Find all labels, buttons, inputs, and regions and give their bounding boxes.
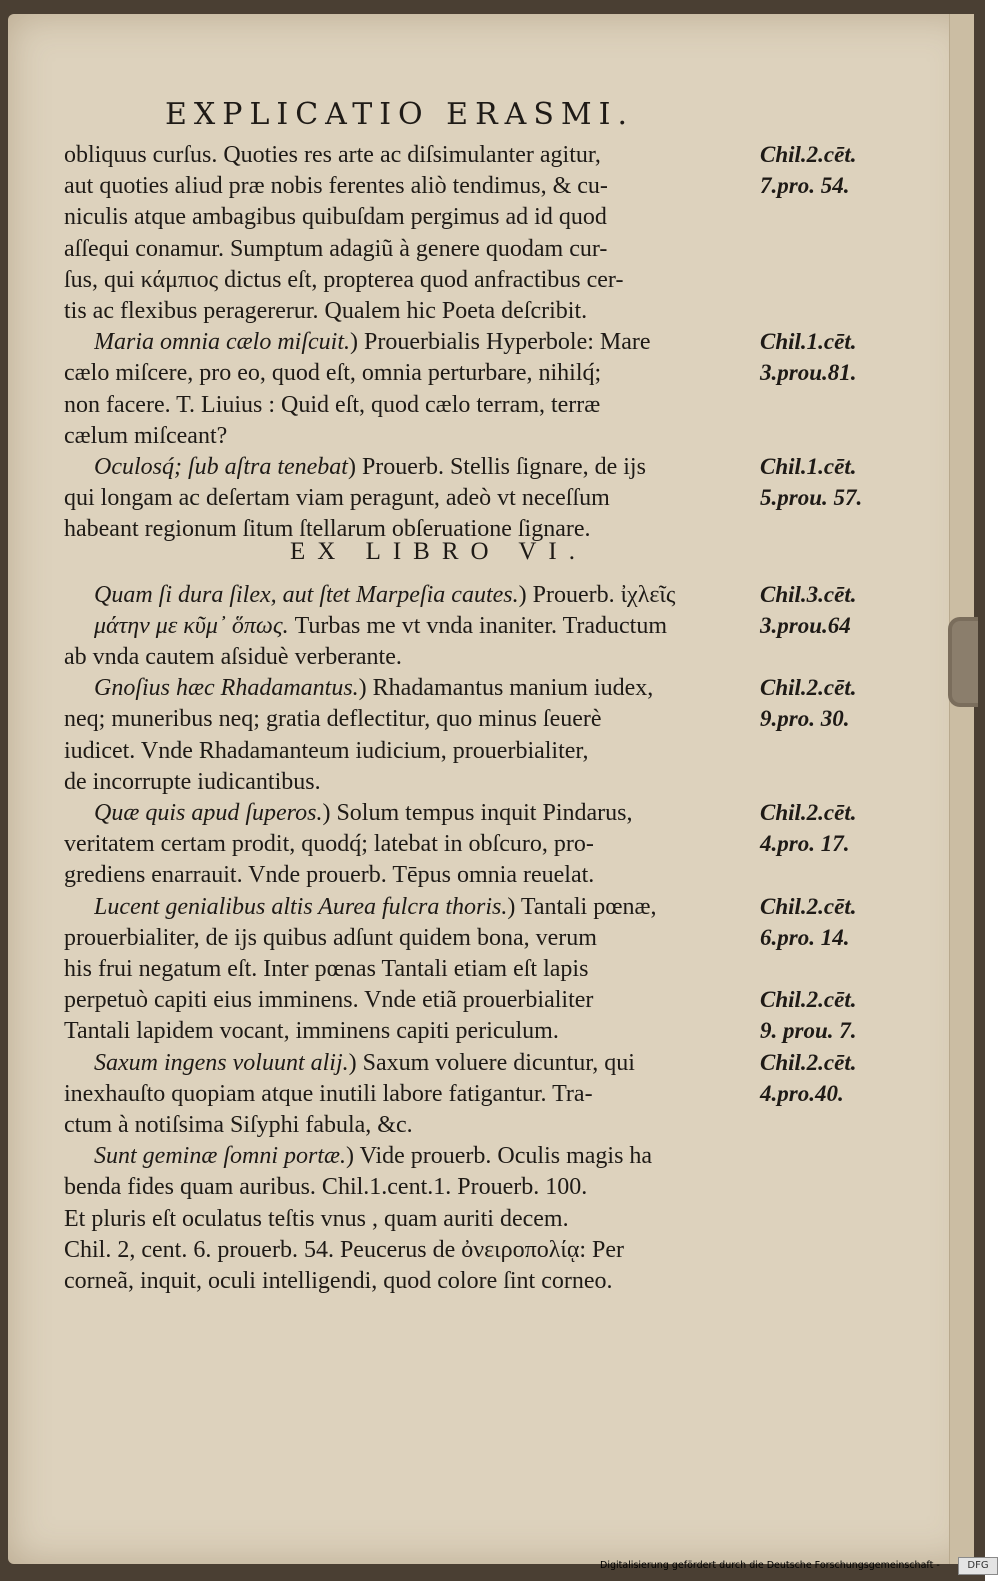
line-body: de incorrupte iudicantibus. <box>64 768 321 795</box>
text-line <box>0 1264 965 1298</box>
line-text <box>64 827 754 861</box>
line-body: prouerbialiter, de ijs quibus adſunt quidem bona, verum <box>64 924 597 951</box>
line-body: Chil. 2, cent. 6. prouerb. 54. Peucerus de ὀνειροπολίᾳ: Per <box>64 1236 625 1263</box>
line-body: ) Vide prouerb. Oculis magis ha <box>346 1143 653 1170</box>
marginal-reference: Chil.2.cēt. <box>760 893 857 919</box>
text-line <box>0 1077 965 1111</box>
line-body: ) Prouerb. ἰχλεῖς <box>518 581 676 608</box>
line-text <box>64 1014 754 1048</box>
line-text <box>64 232 754 266</box>
marginal-reference: Chil.2.cēt. <box>760 1049 857 1075</box>
line-text <box>64 169 754 203</box>
text-line <box>0 890 965 924</box>
line-body: ) Saxum voluere dicuntur, qui <box>348 1049 635 1076</box>
lemma: Oculosq́; ſub aſtra tenebat <box>94 454 348 480</box>
line-body: cælo miſcere, pro eo, quod eſt, omnia perturbare, nihilq́; <box>64 360 602 387</box>
line-text <box>64 263 754 297</box>
line-text <box>64 858 754 892</box>
line-text <box>64 765 754 799</box>
lemma: Sunt geminæ ſomni portæ. <box>94 1143 347 1170</box>
text-line <box>0 263 965 297</box>
line-text <box>64 1108 754 1142</box>
line-text <box>64 294 754 328</box>
line-text <box>64 983 754 1017</box>
marginal-reference: Chil.2.cēt. <box>760 800 857 825</box>
text-line <box>0 921 965 955</box>
marginal-reference: 9.pro. 30. <box>760 706 850 732</box>
text-line <box>0 200 965 234</box>
marginal-reference: 4.pro.40. <box>760 1080 844 1106</box>
line-text <box>64 921 754 955</box>
line-body: aſſequi conamur. Sumptum adagiũ à genere quodam cur- <box>64 235 608 262</box>
line-text <box>64 1233 754 1267</box>
marginal-reference: Chil.2.cēt. <box>760 142 857 167</box>
lemma: Lucent genialibus altis Aurea fulcra thoris. <box>94 893 508 920</box>
line-text <box>64 702 754 736</box>
line-body: habeant regionum ſitum ſtellarum obſeruatione ſignare. <box>64 516 591 543</box>
line-text <box>64 1264 754 1298</box>
text-line <box>0 671 965 705</box>
lemma: Gnoſius hæc Rhadamantus. <box>94 675 359 702</box>
line-text <box>64 734 754 768</box>
line-text <box>64 138 754 172</box>
line-body: non facere. T. Liuius : Quid eſt, quod cælo terram, terræ <box>64 391 601 418</box>
section-heading: EX LIBRO VI. <box>290 538 588 565</box>
lemma: Quam ſi dura ſilex, aut ſtet Marpeſia cautes. <box>94 581 519 608</box>
line-body: ) Prouerbialis Hyperbole: Mare <box>349 329 651 356</box>
text-line <box>0 325 965 359</box>
dfg-logo: DFG <box>958 1557 998 1575</box>
marginal-reference: 5.prou. 57. <box>760 485 863 511</box>
marginal-reference: 3.prou.81. <box>760 360 857 386</box>
line-body: tis ac flexibus peragererur. Qualem hic Poeta deſcribit. <box>64 298 588 324</box>
marginal-reference: 6.pro. 14. <box>760 924 850 950</box>
marginal-reference: Chil.2.cēt. <box>760 987 857 1013</box>
line-body: his frui negatum eſt. Inter pœnas Tantali etiam eſt lapis <box>64 956 589 982</box>
line-body: ) Solum tempus inquit Pindarus, <box>322 800 633 826</box>
line-text <box>64 200 754 234</box>
text-line <box>0 294 965 328</box>
line-body: perpetuò capiti eius imminens. Vnde etiã prouerbialiter <box>64 987 594 1014</box>
line-text <box>94 671 754 705</box>
line-body: grediens enarrauit. Vnde prouerb. Tēpus omnia reuelat. <box>64 862 595 889</box>
lemma: μάτην με κῦμ᾽ ὅπως. <box>94 612 289 639</box>
text-line <box>0 388 965 422</box>
line-body: Turbas me vt vnda inaniter. Traductum <box>288 612 668 639</box>
lemma: Saxum ingens voluunt alij. <box>94 1049 349 1076</box>
line-body: obliquus curſus. Quoties res arte ac diſsimulanter agitur, <box>64 142 601 168</box>
marginal-reference: Chil.1.cēt. <box>760 454 857 479</box>
line-text <box>94 450 754 484</box>
text-line <box>0 1014 965 1048</box>
text-line <box>0 356 965 390</box>
text-line <box>0 734 965 768</box>
marginal-reference: 3.prou.64 <box>760 612 851 638</box>
line-body: iudicet. Vnde Rhadamanteum iudicium, prouerbialiter, <box>64 737 589 764</box>
text-line <box>0 765 965 799</box>
line-body: ſus, qui κάμπιος dictus eſt, propterea quod anfractibus cer- <box>64 266 624 293</box>
text-line <box>0 1108 965 1142</box>
line-text <box>94 796 754 830</box>
line-body: ) Rhadamantus manium iudex, <box>358 675 654 702</box>
line-text <box>94 890 754 924</box>
line-text <box>64 481 754 515</box>
text-line <box>0 512 965 546</box>
line-body: inexhauſto quopiam atque inutili labore fatigantur. Tra- <box>64 1080 593 1107</box>
line-text <box>64 419 754 453</box>
text-line <box>0 609 965 643</box>
line-body: veritatem certam prodit, quodq́; latebat in obſcuro, pro- <box>64 831 594 858</box>
marginal-reference: 7.pro. 54. <box>760 173 850 199</box>
line-text <box>64 1077 754 1111</box>
line-body: aut quoties aliud præ nobis ferentes aliò tendimus, & cu- <box>64 173 608 200</box>
line-text <box>94 1046 754 1080</box>
line-text <box>94 578 754 612</box>
line-body: corneã, inquit, oculi intelligendi, quod colore ſint corneo. <box>64 1268 613 1294</box>
line-text <box>64 356 754 390</box>
text-line <box>0 419 965 453</box>
text-line <box>0 858 965 892</box>
marginal-reference: 4.pro. 17. <box>760 831 850 857</box>
line-body: qui longam ac deſertam viam peragunt, adeò vt neceſſum <box>64 485 610 512</box>
text-line <box>0 1233 965 1267</box>
text-line <box>0 640 965 674</box>
line-text <box>64 388 754 422</box>
funding-footer: Digitalisierung gefördert durch die Deutsche Forschungsgemeinschaft - <box>600 1560 940 1571</box>
line-body: Tantali lapidem vocant, imminens capiti periculum. <box>64 1018 559 1045</box>
line-body: benda fides quam auribus. Chil.1.cent.1. Prouerb. 100. <box>64 1174 588 1201</box>
line-text <box>94 1139 754 1173</box>
text-line <box>0 138 965 172</box>
line-body: niculis atque ambagibus quibuſdam pergimus ad id quod <box>64 204 607 231</box>
running-head: EXPLICATIO ERASMI. <box>165 97 634 132</box>
line-body: Et pluris eſt oculatus teſtis vnus , quam auriti decem. <box>64 1205 569 1232</box>
line-body: neq; muneribus neq; gratia deflectitur, quo minus ſeuerè <box>64 706 602 733</box>
text-line <box>0 1170 965 1204</box>
text-line <box>0 481 965 515</box>
line-text <box>64 512 754 546</box>
line-body: ctum à notiſsima Siſyphi fabula, &c. <box>64 1112 413 1138</box>
text-line <box>0 578 965 612</box>
line-body: cælum miſceant? <box>64 422 228 449</box>
line-text <box>64 952 754 986</box>
marginal-reference: Chil.2.cēt. <box>760 675 857 701</box>
line-body: ab vnda cautem aſsiduè verberante. <box>64 644 402 670</box>
line-text <box>64 1170 754 1204</box>
line-text <box>94 325 754 359</box>
text-line <box>0 169 965 203</box>
marginal-reference: Chil.1.cēt. <box>760 329 857 355</box>
marginal-reference: Chil.3.cēt. <box>760 581 857 607</box>
text-line <box>0 983 965 1017</box>
text-line <box>0 450 965 484</box>
text-line <box>0 232 965 266</box>
text-line <box>0 1046 965 1080</box>
text-line <box>0 952 965 986</box>
line-body: ) Tantali pœnæ, <box>507 893 657 920</box>
text-line <box>0 796 965 830</box>
text-line <box>0 1202 965 1236</box>
line-body: ) Prouerb. Stellis ſignare, de ijs <box>347 454 646 480</box>
lemma: Quæ quis apud ſuperos. <box>94 800 323 826</box>
line-text <box>94 609 754 643</box>
lemma: Maria omnia cælo miſcuit. <box>94 329 350 356</box>
line-text <box>64 640 754 674</box>
line-text <box>64 1202 754 1236</box>
text-line <box>0 1139 965 1173</box>
text-line <box>0 827 965 861</box>
text-line <box>0 702 965 736</box>
marginal-reference: 9. prou. 7. <box>760 1018 857 1044</box>
